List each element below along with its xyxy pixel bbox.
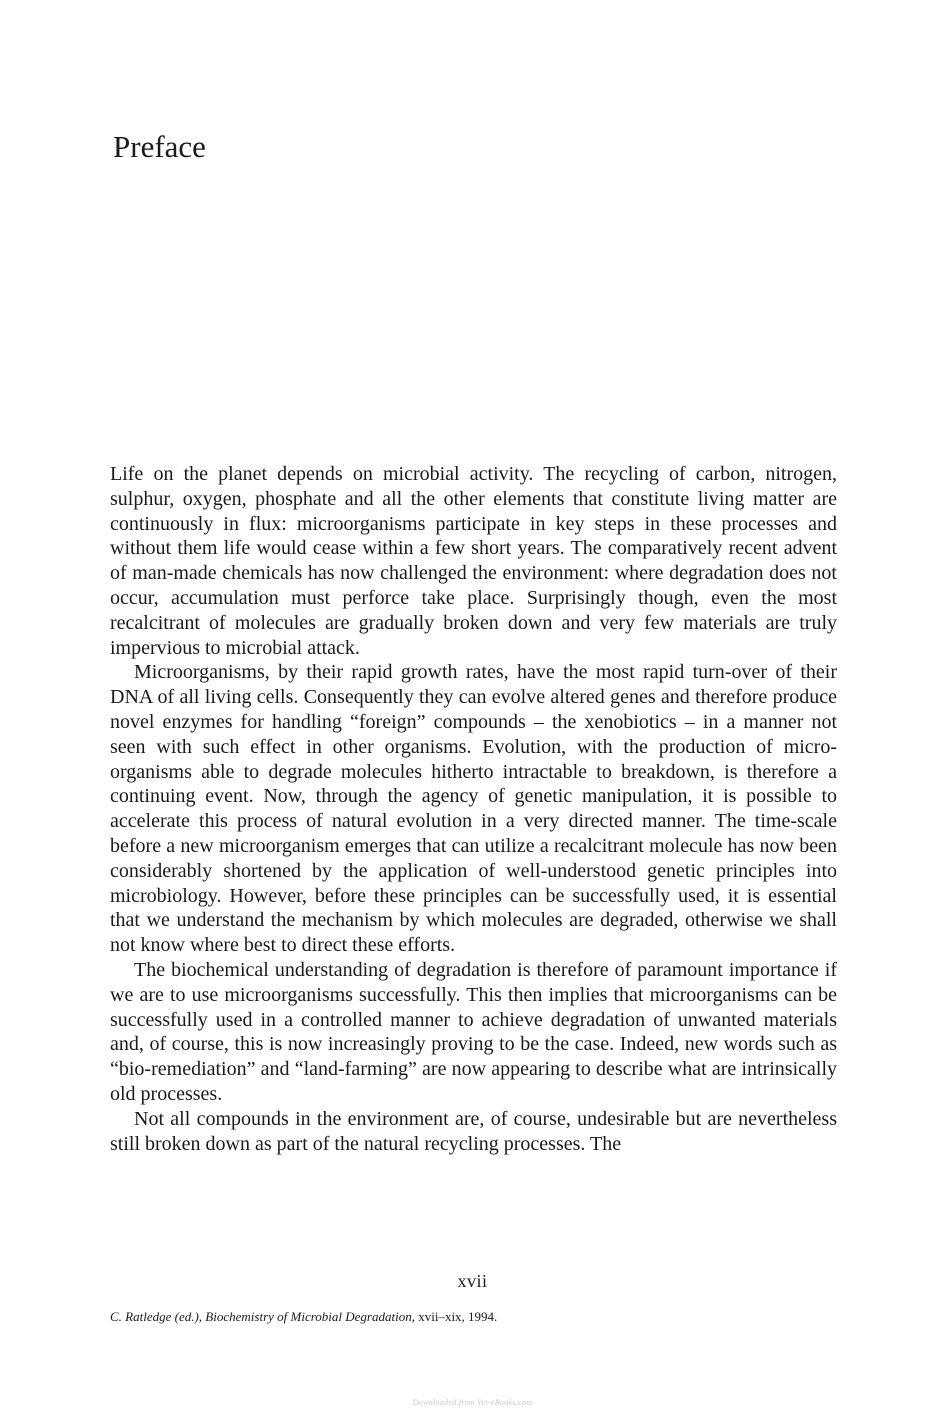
citation-footer	[110, 1308, 497, 1326]
paragraph: Not all compounds in the environment are, of course, undesirable but are nevertheless still broken down as part of the natural recycling processes. The	[110, 1107, 837, 1155]
body-text	[110, 462, 837, 1156]
page-number: xvii	[457, 1271, 488, 1291]
paragraph: The biochemical understanding of degradation is therefore of paramount importance if we are to use microorganisms successfully. This then implies that microorganisms can be successfully used in a controlled manner to achieve degradation of unwanted materials and, of course, this is now increasingly proving to be the case. Indeed, new words such as “bio-remediation” and “land-farming” are now appearing to describe what are intrinsically old processes.	[110, 958, 837, 1105]
paragraph: Life on the planet depends on microbial activity. The recycling of carbon, nitrogen, sulphur, oxygen, phosphate and all the other elements that constitute living matter are continuously in flux: microorganisms participate in key steps in these processes and without them life would cease within a few short years. The comparatively recent advent of man-made chemicals has now challenged the environment: where degradation does not occur, accumulation must perforce take place. Surprisingly though, even the most recalcitrant of molecules are gradually broken down and very few materials are truly impervious to microbial attack.	[110, 463, 837, 659]
paragraph: Microorganisms, by their rapid growth rates, have the most rapid turn-over of their DNA of all living cells. Consequently they can evolve altered genes and therefore produce novel enzymes for handling “foreign” compounds – the xenobiotics – in a manner not seen with such effect in other organisms. Evolution, with the production of micro-organisms able to degrade molecules hitherto intractable to breakdown, is therefore a continuing event. Now, through the agency of genetic manipulation, it is possible to accelerate this process of natural evolution in a very directed manner. The time-scale before a new microorganism emerges that can utilize a recalcitrant molecule has now been considerably shortened by the application of well-understood genetic principles into microbiology. However, before these principles can be successfully used, it is essential that we understand the mechanism by which molecules are degraded, otherwise we shall not know where best to direct these efforts.	[110, 661, 837, 957]
page-title: Preface	[113, 129, 206, 164]
citation-source: C. Ratledge (ed.), Biochemistry of Microbial Degradation,	[110, 1309, 415, 1324]
download-watermark: Downloaded from Vet-eBooks.com	[412, 1398, 533, 1407]
citation-pages: xvii–xix, 1994.	[414, 1309, 498, 1324]
